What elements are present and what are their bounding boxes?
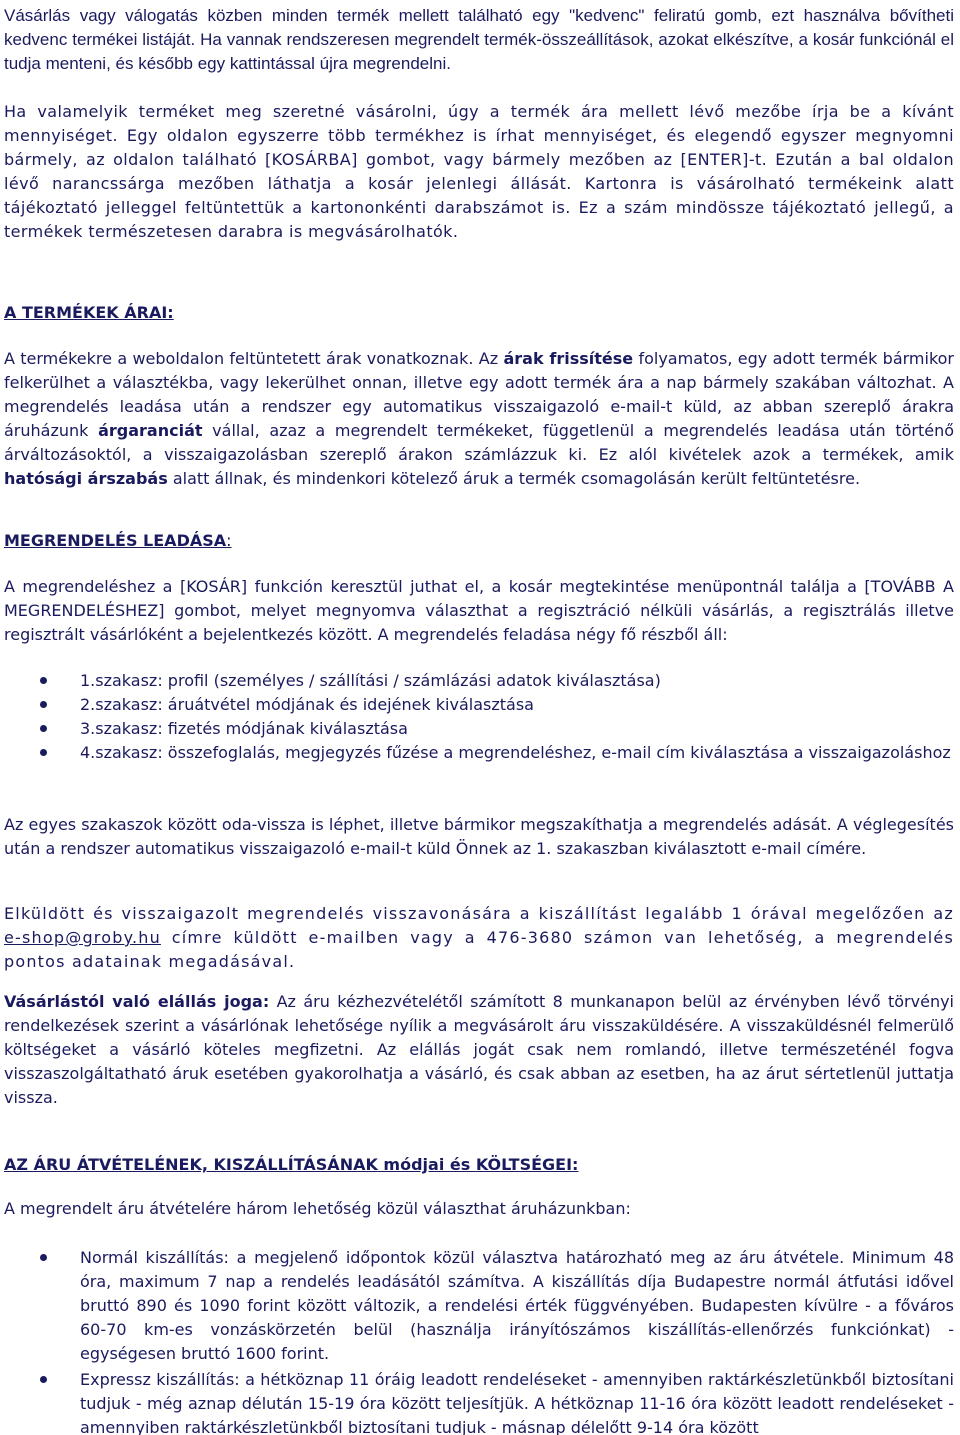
order-cancel-text-1: Elküldött és visszaigazolt megrendelés visszavonására a kiszállítást legalább 1 órával megelőzően az bbox=[4, 904, 954, 923]
delivery-heading-part-b: módjai és bbox=[377, 1155, 476, 1174]
order-step-item: 2.szakasz: áruátvétel módjának és idejének kiválasztása bbox=[0, 693, 954, 717]
delivery-intro-paragraph: A megrendelt áru átvételére három lehetőség közül választhat áruházunkban: bbox=[4, 1199, 631, 1218]
order-step-item: 1.szakasz: profil (személyes / szállítási / számlázási adatok kiválasztása) bbox=[0, 669, 954, 693]
prices-text-2: folyamatos, egy adott termék bármikor felkerülhet a választékba, vagy lekerülhet onnan, illetve egy adott termék ára a nap bármely szakában változhat. A megrendelés leadása után a rendszer egy automatikus visszaigazoló e-mail-t küld, az abban szereplő árakra áruházunk bbox=[4, 349, 955, 440]
withdrawal-paragraph bbox=[4, 990, 954, 1110]
order-heading-text: MEGRENDELÉS LEADÁSA bbox=[4, 531, 227, 550]
delivery-option-normal: Normál kiszállítás: a megjelenő időpontok közül választva határozható meg az áru átvétele. Minimum 48 óra, maximum 7 nap a rendelés leadásától számítva. A kiszállítás díja Budapestre normál átfutási idővel bruttó 890 és 1090 forint között változik, a rendelési érték függvényében. Budapesten kívülre - a főváros 60-70 km-es vonzáskörzetén belül (használja irányítószámos kiszállítás-ellenőrzés funkciónkat) - egységesen bruttó 1600 forint. bbox=[0, 1246, 954, 1366]
prices-text-3: vállal, azaz a megrendelt termékeket, függetlenül a megrendelés leadása után történő árváltozásoktól, a visszaigazolásban szereplő árakon számlázzuk ki. Ez alól kivételek azok a termékek, amik bbox=[4, 421, 955, 464]
prices-text-4: alatt állnak, és mindenkori kötelező áruk a termék csomagolásán került feltüntetésre. bbox=[167, 469, 861, 488]
order-step-item: 3.szakasz: fizetés módjának kiválasztása bbox=[0, 717, 954, 741]
order-heading bbox=[4, 529, 232, 553]
delivery-heading-part-c: KÖLTSÉGEI: bbox=[475, 1155, 579, 1174]
shop-email-link[interactable]: e-shop@groby.hu bbox=[4, 928, 161, 947]
order-heading-colon: : bbox=[226, 531, 232, 550]
order-step-item: 4.szakasz: összefoglalás, megjegyzés fűzése a megrendeléshez, e-mail cím kiválasztása a visszaigazoláshoz bbox=[0, 741, 954, 765]
delivery-option-express: Expressz kiszállítás: a hétköznap 11 óráig leadott rendeléseket - amennyiben raktárkészletünkből biztosítani tudjuk - még aznap délután 15-19 óra között teljesítjük. A hétköznap 11-16 óra között leadott rendeléseket - amennyiben raktárkészletünkből biztosítani tudjuk - másnap délelőtt 9-14 óra között bbox=[0, 1368, 954, 1435]
order-steps-list bbox=[0, 669, 954, 765]
order-steps-note-paragraph: Az egyes szakaszok között oda-vissza is léphet, illetve bármikor megszakíthatja a megrendelés adását. A véglegesítés után a rendszer automatikus visszaigazoló e-mail-t küld Önnek az 1. szakaszban kiválasztott e-mail címére. bbox=[4, 815, 954, 858]
delivery-options-list bbox=[0, 1246, 954, 1435]
prices-bold-price-guarantee: árgaranciát bbox=[98, 421, 203, 440]
prices-text-1: A termékekre a weboldalon feltüntetett árak vonatkoznak. Az bbox=[4, 349, 504, 368]
prices-heading: A TERMÉKEK ÁRAI: bbox=[4, 303, 174, 322]
order-intro-paragraph: A megrendeléshez a [KOSÁR] funkción keresztül juthat el, a kosár megtekintése menüpontnál találja a [TOVÁBB A MEGRENDELÉSHEZ] gombot, melyet megnyomva választhat a regisztráció nélküli vásárlás, a regisztrálás illetve regisztrált vásárlóként a bejelentkezés között. A megrendelés feladása négy fő részből áll: bbox=[4, 577, 954, 644]
withdrawal-label: Vásárlástól való elállás joga: bbox=[4, 992, 270, 1011]
order-cancel-text-2: címre küldött e-mailben vagy a 476-3680 számon van lehetőség, a megrendelés pontos adatainak megadásával. bbox=[4, 928, 954, 971]
withdrawal-text: Az áru kézhezvételétől számított 8 munkanapon belül az érvényben lévő törvényi rendelkezések szerint a vásárlónak lehetősége nyílik a megvásárolt áru visszaküldésére. A visszaküldésnél felmerülő költségeket a vásárló köteles megfizetni. Az elállás jogát csak nem romlandó, illetve természeténél fogva visszaszolgáltatható áruk esetében gyakorolhatja a vásárló, és csak abban az esetben, ha az árut sértetlenül juttatja vissza. bbox=[4, 992, 954, 1107]
delivery-heading bbox=[4, 1153, 578, 1177]
prices-bold-official-pricing: hatósági árszabás bbox=[4, 469, 168, 488]
prices-bold-price-update: árak frissítése bbox=[503, 349, 634, 368]
order-cancel-paragraph bbox=[4, 902, 954, 974]
intro-paragraph-favorites: Vásárlás vagy válogatás közben minden termék mellett található egy "kedvenc" feliratú gomb, ezt használva bővítheti kedvenc termékei listáját. Ha vannak rendszeresen megrendelt termék-összeállítások, azokat elkészítve, a kosár funkciónál el tudja menteni, és később egy kattintással újra megrendelni. bbox=[4, 6, 954, 73]
intro-paragraph-quantity: Ha valamelyik terméket meg szeretné vásárolni, úgy a termék ára mellett lévő mezőbe írja be a kívánt mennyiséget. Egy oldalon egyszerre több termékhez is írhat mennyiséget, és elegendő egyszer megnyomni bármely, az oldalon található [KOSÁRBA] gombot, vagy bármely mezőben az [ENTER]-t. Ezután a bal oldalon lévő narancssárga mezőben láthatja a kosár jelenlegi állását. Kartonra is vásárolható termékeink alatt tájékoztató jelleggel feltüntettük a kartononkénti darabszámot is. Ez a szám mindössze tájékoztató jellegű, a termékek természetesen darabra is megvásárolhatók. bbox=[4, 102, 954, 241]
delivery-heading-part-a: AZ ÁRU ÁTVÉTELÉNEK, KISZÁLLÍTÁSÁNAK bbox=[4, 1155, 378, 1174]
prices-paragraph bbox=[4, 347, 954, 491]
